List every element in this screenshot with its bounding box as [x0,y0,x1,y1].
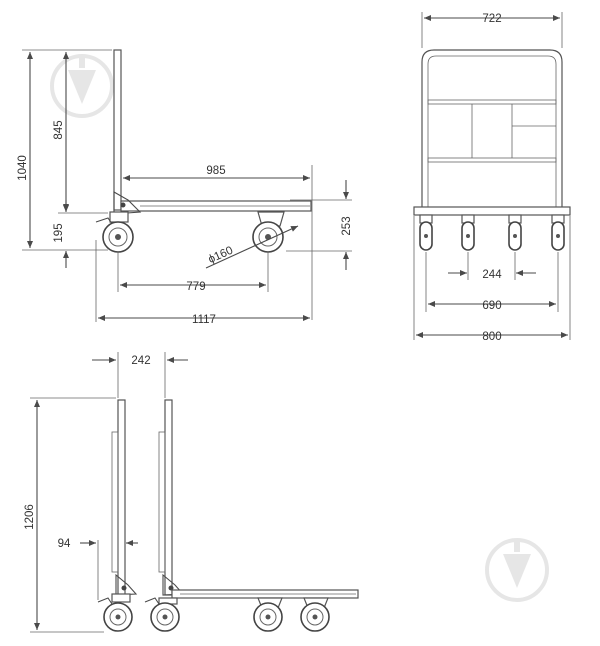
front-caster-1 [420,215,432,250]
dim-690: 690 [482,300,502,312]
dim-1117: 1117 [192,314,216,326]
dim-1206: 1206 [24,504,36,530]
front-handle-outer [422,50,562,212]
dim-242: 242 [131,355,151,367]
side-view [96,50,311,252]
stacked-cart-1 [98,400,136,631]
watermark-logo-icon [487,540,547,600]
dim-94: 94 [57,538,71,550]
dim-722: 722 [482,13,502,25]
dim-1040: 1040 [17,155,29,181]
side-handle [114,50,121,210]
front-caster-3 [509,215,521,250]
dim-985: 985 [206,165,226,177]
dim-779: 779 [186,281,206,293]
dim-253: 253 [341,216,353,236]
dim-wheel-diameter: ϕ160 [206,244,235,266]
stacked-dimensions [30,352,188,632]
dim-800: 800 [482,331,502,343]
front-deck [414,207,570,215]
dim-244: 244 [482,269,502,281]
front-view [414,50,570,250]
dim-845: 845 [53,120,65,140]
front-caster-2 [462,215,474,250]
front-caster-4 [552,215,564,250]
stacked-view [98,400,358,631]
watermark-logo-icon [52,56,112,116]
stacked-cart-2 [145,400,358,631]
dim-195: 195 [53,223,65,243]
